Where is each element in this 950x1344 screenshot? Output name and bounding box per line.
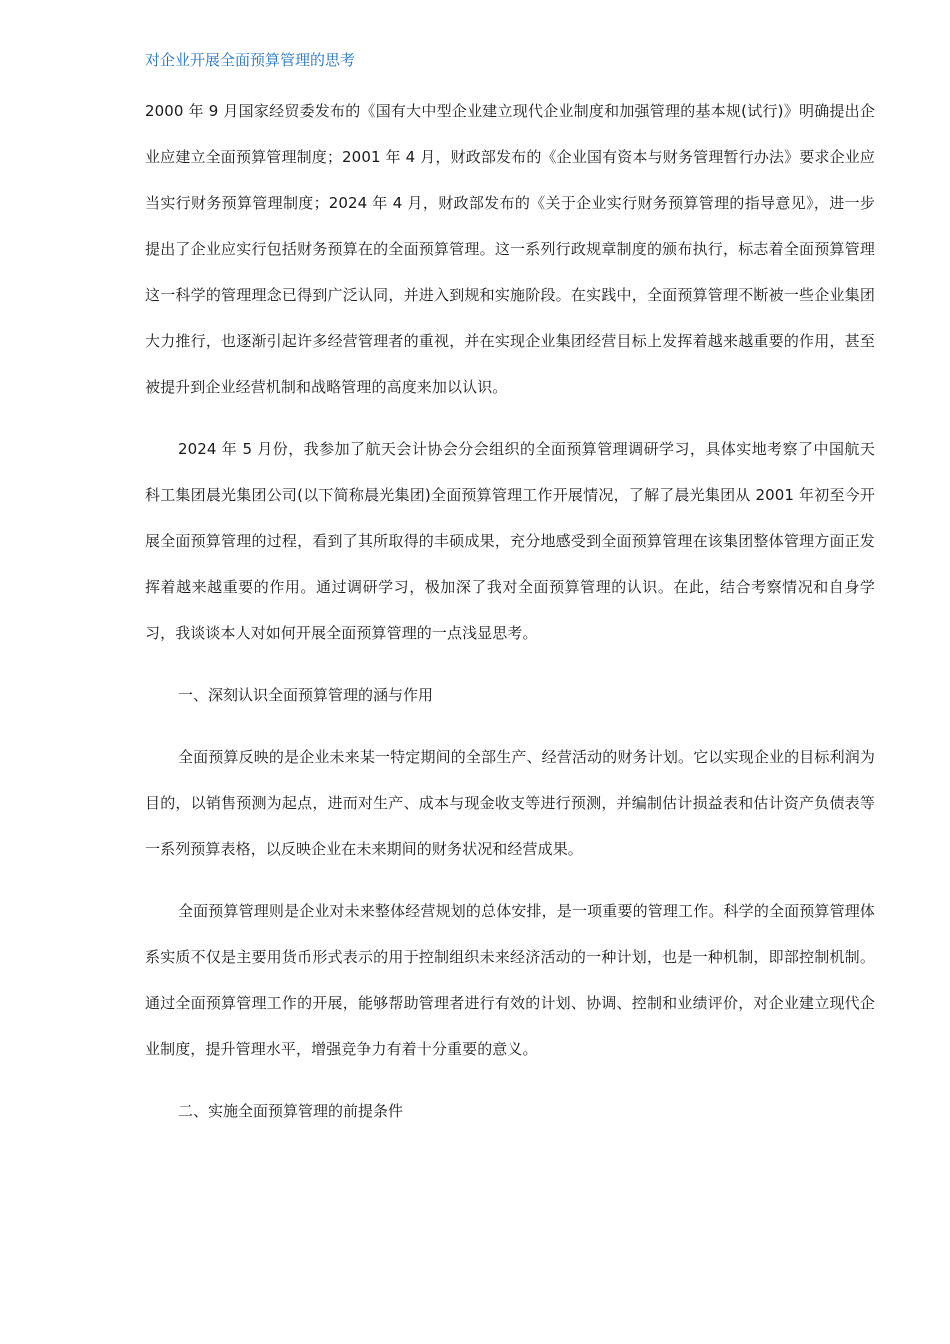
section-heading-2: 二、实施全面预算管理的前提条件 — [178, 1102, 404, 1120]
paragraph-3: 全面预算反映的是企业未来某一特定期间的全部生产、经营活动的财务计划。它以实现企业的目标利润为目的，以销售预测为起点，进而对生产、成本与现金收支等进行预测，并编制估计损益表和估计资产负债表等一系列预算表格，以反映企业在未来期间的财务状况和经营成果。 — [145, 748, 875, 858]
document-page — [145, 46, 875, 1150]
paragraph-1: 2000 年 9 月国家经贸委发布的《国有大中型企业建立现代企业制度和加强管理的基本规(试行)》明确提出企业应建立全面预算管理制度；2001 年 4 月，财政部发布的《企业国有资本与财务管理暂行办法》要求企业应当实行财务预算管理制度；2024 年 4 月，财政部发布的《关于企业实行财务预算管理的指导意见》，进一步提出了企业应实行包括财务预算在的全面预算管理。这一系列行政规章制度的颁布执行，标志着全面预算管理这一科学的管理理念已得到广泛认同，并进入到规和实施阶段。在实践中，全面预算管理不断被一些企业集团大力推行，也逐渐引起许多经营管理者的重视，并在实现企业集团经营目标上发挥着越来越重要的作用，甚至被提升到企业经营机制和战略管理的高度来加以认识。 — [145, 102, 875, 396]
document-title: 对企业开展全面预算管理的思考 — [145, 51, 356, 69]
section-heading-1: 一、深刻认识全面预算管理的涵与作用 — [178, 686, 434, 704]
paragraph-2: 2024 年 5 月份，我参加了航天会计协会分会组织的全面预算管理调研学习，具体实地考察了中国航天科工集团晨光集团公司(以下简称晨光集团)全面预算管理工作开展情况，了解了晨光集团从 2001 年初至今开展全面预算管理的过程，看到了其所取得的丰硕成果，充分地感受到全面预算管理在该集团整体管理方面正发挥着越来越重要的作用。通过调研学习，极加深了我对全面预算管理的认识。在此，结合考察情况和自身学习，我谈谈本人对如何开展全面预算管理的一点浅显思考。 — [145, 440, 875, 642]
paragraph-4: 全面预算管理则是企业对未来整体经营规划的总体安排，是一项重要的管理工作。科学的全面预算管理体系实质不仅是主要用货币形式表示的用于控制组织未来经济活动的一种计划，也是一种机制，即部控制机制。通过全面预算管理工作的开展，能够帮助管理者进行有效的计划、协调、控制和业绩评价，对企业建立现代企业制度，提升管理水平，增强竞争力有着十分重要的意义。 — [145, 902, 875, 1058]
